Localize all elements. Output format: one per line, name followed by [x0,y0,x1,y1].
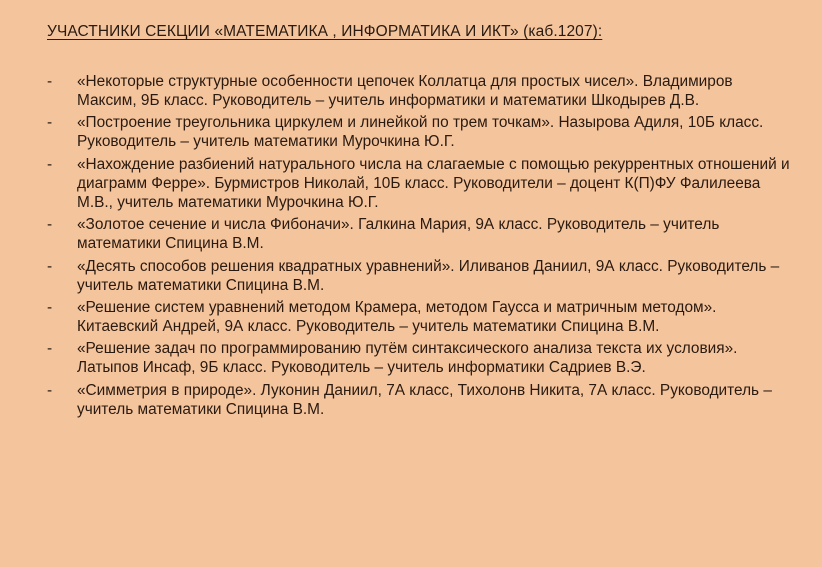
list-item-text: «Решение задач по программированию путём синтаксического анализа текста их условия». Латыпов Инсаф, 9Б класс. Руководитель – учитель информатики Садриев В.Э. [77,340,738,377]
list-item [47,257,792,295]
list-item-text: «Решение систем уравнений методом Крамера, методом Гаусса и матричным методом». Китаевский Андрей, 9А класс. Руководитель – учитель математики Спицина В.М. [77,298,717,336]
list-item [47,381,792,419]
list-bullet: - [47,216,53,234]
list-item-text: «Симметрия в природе». Луконин Даниил, 7А класс, Тихолонв Никита, 7А класс. Руководитель – учитель математики Спицина В.М. [77,381,772,418]
list-item-text: «Десять способов решения квадратных уравнений». Иливанов Даниил, 9А класс. Руководитель – учитель математики Спицина В.М. [77,257,780,294]
list-item [47,298,792,336]
list-item-text: «Построение треугольника циркулем и линейкой по трем точкам». Назырова Адиля, 10Б класс. Руководитель – учитель математики Мурочкина Ю.Г. [77,114,764,151]
section-heading: УЧАСТНИКИ СЕКЦИИ «МАТЕМАТИКА , ИНФОРМАТИКА И ИКТ» (каб.1207): [47,23,603,40]
list-bullet: - [47,73,53,90]
list-item [47,72,792,110]
list-item [47,155,792,212]
list-bullet: - [47,114,53,132]
list-item [47,215,792,253]
list-item [47,113,792,151]
list-item [47,339,792,377]
list-bullet: - [47,257,53,275]
list-bullet: - [47,381,53,399]
list-item-text: «Золотое сечение и числа Фибоначи». Галкина Мария, 9А класс. Руководитель – учитель математики Спицина В.М. [77,216,720,253]
list-bullet: - [47,340,53,358]
participants-list [47,72,792,419]
list-item-text: «Нахождение разбиений натурального числа на слагаемые с помощью рекуррентных отношений и диаграмм Ферре». Бурмистров Николай, 10Б класс. Руководители – доцент К(П)ФУ Фалилеева М.В., учитель математики Мурочкина Ю.Г. [77,155,790,211]
list-bullet: - [47,298,53,316]
list-item-text: «Некоторые структурные особенности цепочек Коллатца для простых чисел». Владимиров Максим, 9Б класс. Руководитель – учитель информатики и математики Шкодырев Д.В. [77,73,733,110]
list-bullet: - [47,155,53,173]
